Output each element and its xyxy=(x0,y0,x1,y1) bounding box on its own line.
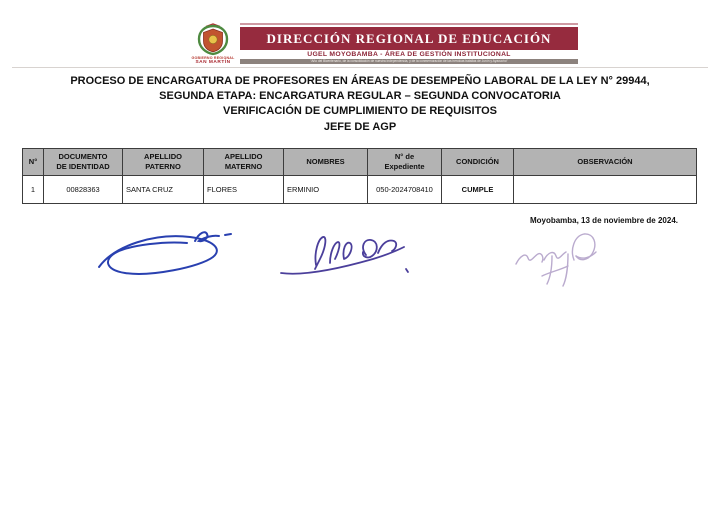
coat-of-arms-icon xyxy=(190,23,236,56)
col-header-expediente: N° de Expediente xyxy=(368,149,442,176)
title-line-3: VERIFICACIÓN DE CUMPLIMIENTO DE REQUISITOS xyxy=(222,105,497,118)
col-header-documento: DOCUMENTO DE IDENTIDAD xyxy=(44,149,123,176)
table-header-row xyxy=(23,149,697,176)
banner-top-rule xyxy=(240,23,578,25)
col-header-numero: N° xyxy=(23,149,44,176)
cell-nombres: ERMINIO xyxy=(284,176,368,204)
document-title xyxy=(0,74,720,135)
table-row xyxy=(23,176,697,204)
cell-documento: 00828363 xyxy=(44,176,123,204)
col-header-apellido-materno: APELLIDO MATERNO xyxy=(204,149,284,176)
logo-region-label: SAN MARTÍN xyxy=(195,60,231,66)
verification-table xyxy=(22,148,697,204)
col-header-condicion: CONDICIÓN xyxy=(442,149,514,176)
cell-numero: 1 xyxy=(23,176,44,204)
cell-apellido-materno: FLORES xyxy=(204,176,284,204)
cell-observacion xyxy=(514,176,697,204)
signature-center xyxy=(278,229,413,277)
title-line-1: PROCESO DE ENCARGATURA DE PROFESORES EN ÁREAS DE DESEMPEÑO LABORAL DE LA LEY N° 29944, xyxy=(70,75,650,87)
signature-left xyxy=(95,225,240,280)
letterhead-banner xyxy=(240,27,578,64)
banner-subtitle: UGEL MOYOBAMBA - ÁREA DE GESTIÓN INSTITUCIONAL xyxy=(307,51,511,58)
col-header-apellido-paterno: APELLIDO PATERNO xyxy=(123,149,204,176)
banner-title: DIRECCIÓN REGIONAL DE EDUCACIÓN xyxy=(240,27,578,50)
signature-right xyxy=(512,226,617,291)
cell-condicion: CUMPLE xyxy=(442,176,514,204)
banner-slogan: "Año del Bicentenario, de la consolidación de nuestra Independencia, y de la conmemoración de las heroicas batallas de Junín y Ayacucho" xyxy=(240,59,578,64)
header-divider xyxy=(12,67,708,68)
date-line: Moyobamba, 13 de noviembre de 2024. xyxy=(529,216,678,225)
col-header-observacion: OBSERVACIÓN xyxy=(514,149,697,176)
logo-org-label: GOBIERNO REGIONAL xyxy=(191,56,235,60)
cell-expediente: 050-2024708410 xyxy=(368,176,442,204)
title-line-4: JEFE DE AGP xyxy=(323,120,397,133)
col-header-nombres: NOMBRES xyxy=(284,149,368,176)
cell-apellido-paterno: SANTA CRUZ xyxy=(123,176,204,204)
title-line-2: SEGUNDA ETAPA: ENCARGATURA REGULAR – SEGUNDA CONVOCATORIA xyxy=(159,90,561,103)
regional-government-logo xyxy=(188,23,238,66)
